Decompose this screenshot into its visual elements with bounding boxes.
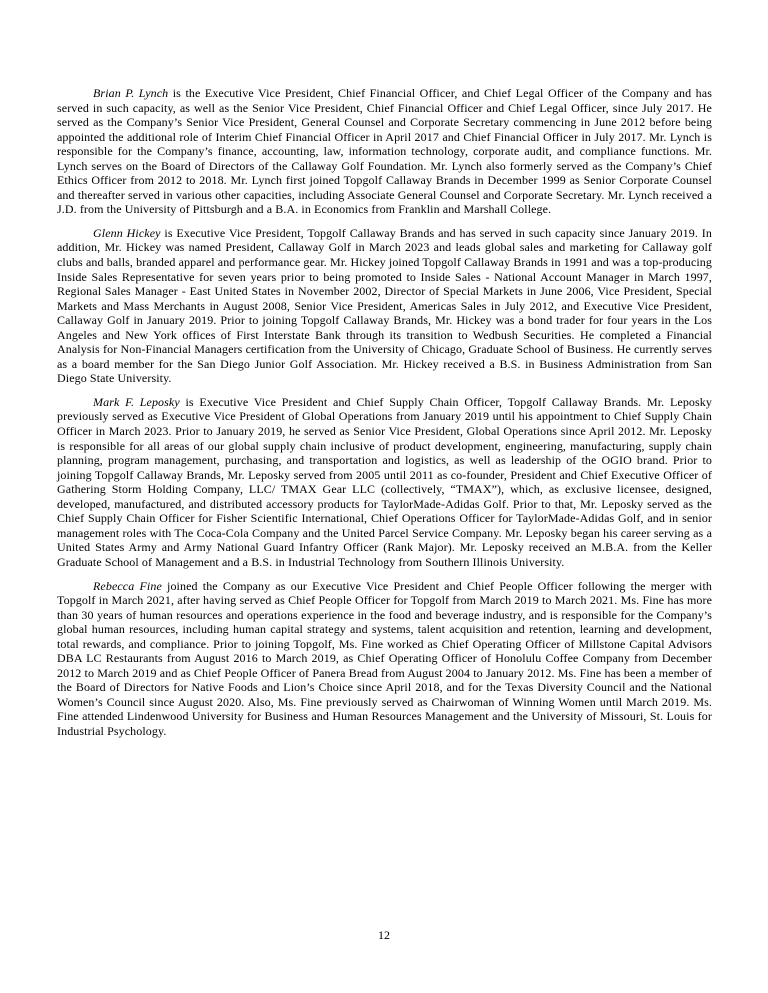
bio-paragraph-hickey xyxy=(57,226,712,386)
bio-paragraph-lynch xyxy=(57,86,712,217)
bio-paragraph-leposky xyxy=(57,395,712,570)
page-number: 12 xyxy=(378,928,390,942)
executive-name-leposky: Mark F. Leposky xyxy=(93,394,180,409)
bio-body-leposky: is Executive Vice President and Chief Supply Chain Officer, Topgolf Callaway Brands. Mr. Leposky previously served as Executive Vice President of Global Operations from January 2019 until his appointment to Chief Supply Chain Officer in March 2023. Prior to January 2019, he served as Senior Vice President, Global Operations since April 2012. Mr. Leposky is responsible for all areas of our global supply chain inclusive of product development, engineering, manufacturing, supply chain planning, program management, purchasing, and transportation and logistics, as well as leadership of the OGIO brand. Prior to joining Topgolf Callaway Brands, Mr. Leposky served from 2005 until 2011 as co-founder, President and Chief Executive Officer of Gathering Storm Holding Company, LLC/ TMAX Gear LLC (collectively, “TMAX”), which, as exclusive licensee, designed, developed, manufactured, and distributed accessory products for TaylorMade-Adidas Golf. Prior to that, Mr. Leposky served as the Chief Supply Chain Officer for Fisher Scientific International, Chief Operations Officer for TaylorMade-Adidas Golf, and in senior management roles with The Coca-Cola Company and the United Parcel Service Company. Mr. Leposky began his career serving as a United States Army and Army National Guard Infantry Officer (Rank Major). Mr. Leposky received an M.B.A. from the Keller Graduate School of Management and a B.S. in Industrial Technology from Southern Illinois University. xyxy=(57,394,712,569)
bio-text-block xyxy=(57,86,712,748)
bio-paragraph-fine xyxy=(57,579,712,739)
bio-body-hickey: is Executive Vice President, Topgolf Callaway Brands and has served in such capacity since January 2019. In addition, Mr. Hickey was named President, Callaway Golf in March 2023 and leads global sales and marketing for Callaway golf clubs and balls, branded apparel and performance gear. Mr. Hickey joined Topgolf Callaway Brands in 1991 and was a top-producing Inside Sales Representative for seven years prior to being promoted to Inside Sales - National Account Manager in March 1997, Regional Sales Manager - East United States in November 2002, Director of Special Markets in June 2006, Vice President, Special Markets and Mass Merchants in August 2008, Senior Vice President, Americas Sales in July 2012, and Executive Vice President, Callaway Golf in January 2019. Prior to joining Topgolf Callaway Brands, Mr. Hickey was a bond trader for four years in the Los Angeles and New York offices of First Interstate Bank through its transition to Wedbush Securities. He completed a Financial Analysis for Non-Financial Managers certification from the University of Chicago, Graduate School of Business. He currently serves as a board member for the San Diego Junior Golf Association. Mr. Hickey received a B.S. in Business Administration from San Diego State University. xyxy=(57,225,712,386)
executive-name-fine: Rebecca Fine xyxy=(93,578,162,593)
bio-body-fine: joined the Company as our Executive Vice President and Chief People Officer following the merger with Topgolf in March 2021, after having served as Chief People Officer for Topgolf from March 2019 to March 2021. Ms. Fine has more than 30 years of human resources and operations experience in the food and beverage industry, and is responsible for the Company’s global human resources, including human capital strategy and systems, talent acquisition and retention, learning and development, total rewards, and compliance. Prior to joining Topgolf, Ms. Fine worked as Chief Operating Officer of Millstone Capital Advisors DBA LC Restaurants from August 2016 to March 2019, as Chief Operating Officer of Honolulu Coffee Company from December 2012 to March 2019 and as Chief People Officer of Panera Bread from August 2004 to January 2012. Ms. Fine has been a member of the Board of Directors for Native Foods and Lion’s Choice since April 2018, and for the Texas Diversity Council and the National Women’s Council since August 2020. Also, Ms. Fine previously served as Chairwoman of Winning Women until March 2019. Ms. Fine attended Lindenwood University for Business and Human Resources Management and the University of Missouri, St. Louis for Industrial Psychology. xyxy=(57,578,712,738)
executive-name-lynch: Brian P. Lynch xyxy=(93,86,169,100)
executive-name-hickey: Glenn Hickey xyxy=(93,225,161,240)
bio-body-lynch: is the Executive Vice President, Chief Financial Officer, and Chief Legal Officer of the Company and has served in such capacity, as well as the Senior Vice President, Chief Financial Officer and Chief Legal Officer, since July 2017. He served as the Company’s Senior Vice President, General Counsel and Corporate Secretary commencing in June 2012 before being appointed the additional role of Interim Chief Financial Officer in April 2017 and Chief Financial Officer in July 2017. Mr. Lynch is responsible for the Company’s finance, accounting, law, information technology, corporate audit, and compliance functions. Mr. Lynch serves on the Board of Directors of the Callaway Golf Foundation. Mr. Lynch also formerly served as the Company’s Chief Ethics Officer from 2012 to 2018. Mr. Lynch first joined Topgolf Callaway Brands in December 1999 as Senior Corporate Counsel and thereafter served in various other capacities, including Associate General Counsel and Corporate Secretary. Mr. Lynch received a J.D. from the University of Pittsburgh and a B.A. in Economics from Franklin and Marshall College. xyxy=(57,86,712,217)
